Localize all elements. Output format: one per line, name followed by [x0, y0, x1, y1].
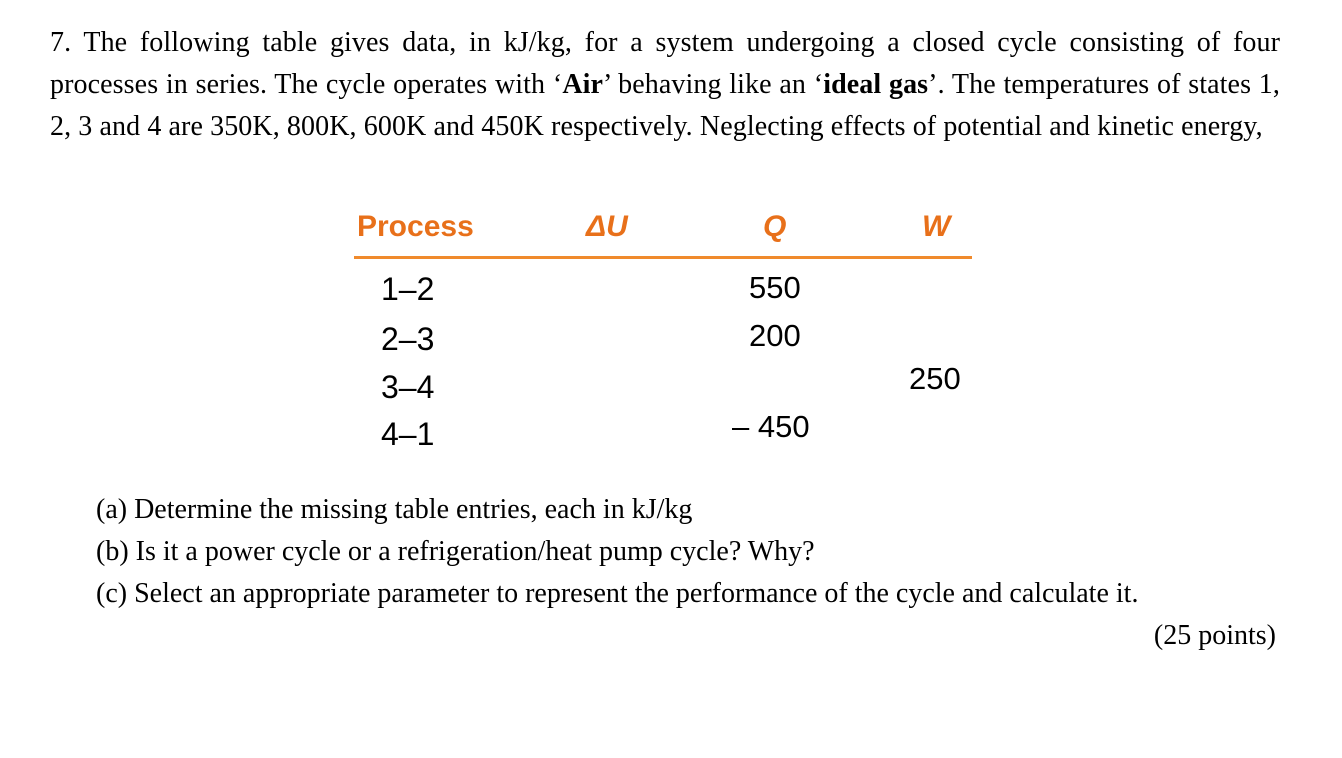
table-row-process: 1–2 [381, 271, 435, 307]
table-row-process: 2–3 [381, 321, 435, 357]
intro-part-2: ’ behaving like an ‘ [603, 69, 824, 100]
table-row-process: 4–1 [381, 416, 435, 452]
column-header-delta-u: ΔU [586, 210, 628, 243]
table-cell-q: – 450 [732, 409, 810, 444]
problem-statement [50, 22, 1280, 148]
column-header-q: Q [763, 210, 787, 243]
header-rule [354, 256, 972, 259]
table-cell-q: 200 [749, 318, 801, 353]
table-row-process: 3–4 [381, 369, 435, 405]
question-b: (b) Is it a power cycle or a refrigeration/heat pump cycle? Why? [96, 536, 815, 567]
question-a: (a) Determine the missing table entries, each in kJ/kg [96, 494, 693, 525]
points-label: (25 points) [1153, 620, 1276, 651]
question-c: (c) Select an appropriate parameter to represent the performance of the cycle and calculate it. [96, 578, 1139, 609]
intro-part-1: 7. The following table gives data, in kJ/kg, for a system undergoing a closed cycle consisting of four processes in series. The cycle operates with ‘ [50, 27, 1280, 100]
intro-bold-ideal-gas: ideal gas [823, 69, 929, 100]
column-header-w: W [922, 210, 951, 243]
table-cell-q: 550 [749, 270, 801, 305]
column-header-process: Process [357, 210, 474, 243]
intro-part-3: ’. The temperatures of states 1, 2, 3 and 4 are 350K, 800K, 600K and 450K respectively. Neglecting effects of potential and kinetic energy, [50, 69, 1280, 142]
table-cell-w: 250 [909, 361, 961, 396]
intro-bold-air: Air [562, 69, 604, 100]
